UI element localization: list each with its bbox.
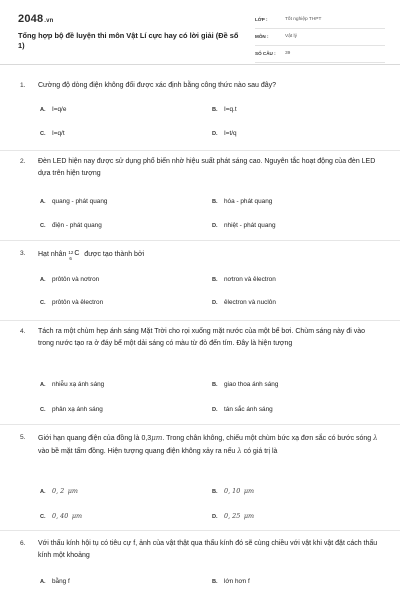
question-1: [0, 80, 400, 151]
option-a[interactable]: A. I=q/e: [40, 106, 67, 113]
meta-row-question-count: [255, 48, 385, 63]
meta-value: Vật lý: [285, 34, 297, 39]
meta-row-subject: [255, 31, 385, 46]
question-number: 3.: [20, 250, 26, 257]
meta-label: LỚP :: [255, 17, 268, 22]
option-b[interactable]: B. hóa - phát quang: [212, 198, 273, 205]
option-a[interactable]: A. prôtôn và nơtron: [40, 276, 100, 283]
meta-row-class: [255, 14, 385, 29]
option-b[interactable]: B. I=q.t: [212, 106, 237, 113]
site-logo[interactable]: 2048.vn: [18, 13, 54, 25]
document-header: [0, 0, 400, 65]
carbon-12-isotope: 12 6 C: [68, 250, 80, 261]
option-d[interactable]: D. nhiệt - phát quang: [212, 222, 276, 229]
meta-info-panel: [255, 14, 385, 65]
option-b[interactable]: B. lớn hơn f: [212, 578, 250, 585]
question-2: [0, 156, 400, 241]
option-b[interactable]: B. nơtron và êlectron: [212, 276, 276, 283]
option-c[interactable]: C. prôtôn và êlectron: [40, 299, 104, 306]
question-text: Tách ra một chùm hẹp ánh sáng Mặt Trời cho rọi xuống mặt nước của một bể bơi. Chùm sáng này đi vào trong nước tạo ra ở đáy bể một dải sáng có màu từ đỏ đến tím. Đây là hiện tượng: [38, 328, 366, 347]
question-6: [0, 538, 400, 600]
option-b[interactable]: B. 0, 10 μm: [212, 487, 255, 495]
option-b[interactable]: B. giao thoa ánh sáng: [212, 381, 279, 388]
question-number: 2.: [20, 158, 26, 165]
option-d[interactable]: D. tán sắc ánh sáng: [212, 406, 273, 413]
question-3: [0, 248, 400, 321]
meta-value: 39: [285, 51, 291, 56]
question-number: 5.: [20, 434, 26, 441]
question-number: 1.: [20, 82, 26, 89]
question-text: Với thấu kính hội tụ có tiêu cự f, ảnh của vật thật qua thấu kính đó sẽ cùng chiều với vật khi vật đặt cách thấu kính một khoảng: [38, 540, 378, 559]
question-4: [0, 326, 400, 425]
question-number: 6.: [20, 540, 26, 547]
option-c[interactable]: C. phản xạ ánh sáng: [40, 406, 103, 413]
question-text: Giới hạn quang điện của đồng là 0,3μm. Trong chân không, chiếu một chùm bức xạ đơn sắc có bước sóng λ vào bề mặt tấm đồng. Hiện tượng quang điện không xảy ra nếu λ có giá trị là: [38, 434, 378, 455]
question-text: Hạt nhân 12 6 C được tạo thành bởi: [38, 250, 145, 261]
meta-value: Tốt nghiệp THPT: [285, 17, 322, 22]
option-a[interactable]: A. quang - phát quang: [40, 198, 108, 205]
meta-label: MÔN :: [255, 34, 269, 39]
option-d[interactable]: D. 0, 25 μm: [212, 512, 255, 520]
option-c[interactable]: C. điện - phát quang: [40, 222, 102, 229]
document-title: Tổng hợp bộ đề luyện thi môn Vật Lí cực hay có lời giải (Đề số 1): [18, 31, 239, 50]
option-a[interactable]: A. bằng f: [40, 578, 70, 585]
option-d[interactable]: D. I=t/q: [212, 130, 237, 137]
option-c[interactable]: C. 0, 40 μm: [40, 512, 83, 520]
meta-label: SỐ CÂU :: [255, 51, 276, 56]
option-a[interactable]: A. nhiễu xạ ánh sáng: [40, 381, 105, 388]
question-5: [0, 432, 400, 531]
question-text: Cường độ dòng điện không đổi được xác định bằng công thức nào sau đây?: [38, 82, 277, 89]
question-text: Đèn LED hiện nay được sử dụng phổ biến nhờ hiệu suất phát sáng cao. Nguyên tắc hoạt động của đèn LED dựa trên hiện tượng: [38, 158, 376, 177]
option-a[interactable]: A. 0, 2 μm: [40, 487, 78, 495]
option-c[interactable]: C. I=q/t: [40, 130, 65, 137]
question-number: 4.: [20, 328, 26, 335]
option-d[interactable]: D. êlectron và nuclôn: [212, 299, 276, 306]
